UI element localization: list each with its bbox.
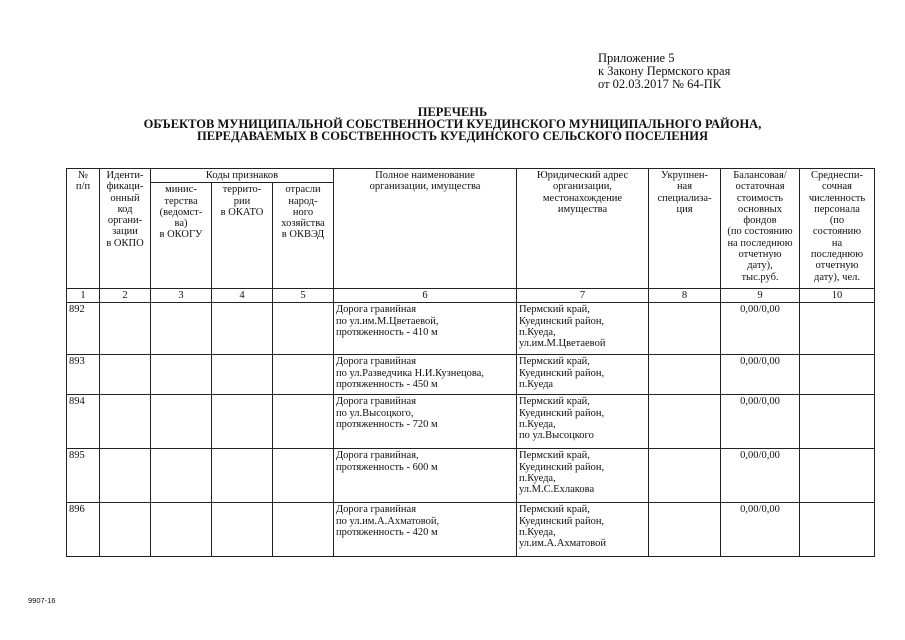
document-title <box>0 106 905 142</box>
okato-cell <box>212 449 273 503</box>
header-row <box>67 169 875 183</box>
staff-cell <box>800 355 875 395</box>
address-cell: Пермский край, Куединский район, п.Куеда, ул.им.А.Ахматовой <box>517 503 649 557</box>
title-line: ОБЪЕКТОВ МУНИЦИПАЛЬНОЙ СОБСТВЕННОСТИ КУЕДИНСКОГО МУНИЦИПАЛЬНОГО РАЙОНА, <box>143 117 762 131</box>
staff-cell <box>800 303 875 355</box>
column-number-cell: 5 <box>273 289 334 303</box>
value-cell: 0,00/0,00 <box>721 395 800 449</box>
column-number-cell: 2 <box>100 289 151 303</box>
appendix-line: от 02.03.2017 № 64-ПК <box>598 77 722 91</box>
appendix-note <box>598 52 730 91</box>
okved-cell <box>273 449 334 503</box>
row-number-cell: 893 <box>67 355 100 395</box>
column-number-cell: 8 <box>649 289 721 303</box>
title-line: ПЕРЕДАВАЕМЫХ В СОБСТВЕННОСТЬ КУЕДИНСКОГО СЕЛЬСКОГО ПОСЕЛЕНИЯ <box>196 129 709 143</box>
name-cell: Дорога гравийная по ул.Разведчика Н.И.Кузнецова, протяженность - 450 м <box>334 355 517 395</box>
okato-cell <box>212 355 273 395</box>
name-cell: Дорога гравийная по ул.им.А.Ахматовой, протяженность - 420 м <box>334 503 517 557</box>
column-number-cell: 3 <box>151 289 212 303</box>
name-cell: Дорога гравийная по ул.им.М.Цветаевой, протяженность - 410 м <box>334 303 517 355</box>
value-cell: 0,00/0,00 <box>721 449 800 503</box>
okpo-cell <box>100 355 151 395</box>
specialization-cell <box>649 395 721 449</box>
table-row <box>67 503 875 557</box>
staff-cell <box>800 395 875 449</box>
specialization-cell <box>649 303 721 355</box>
header-cell-okogu: минис- терства (ведомст- ва) в ОКОГУ <box>151 183 212 289</box>
okato-cell <box>212 395 273 449</box>
okogu-cell <box>151 303 212 355</box>
name-cell: Дорога гравийная, протяженность - 600 м <box>334 449 517 503</box>
header-cell-okato: террито- рии в ОКАТО <box>212 183 273 289</box>
appendix-line: к Закону Пермского края <box>598 64 731 78</box>
column-number-cell: 4 <box>212 289 273 303</box>
specialization-cell <box>649 503 721 557</box>
okato-cell <box>212 503 273 557</box>
header-cell-okved: отрасли народ- ного хозяйства в ОКВЭД <box>273 183 334 289</box>
column-number-cell: 7 <box>517 289 649 303</box>
column-number-cell: 10 <box>800 289 875 303</box>
document-code: 9907-16 <box>28 596 56 605</box>
okogu-cell <box>151 355 212 395</box>
okpo-cell <box>100 449 151 503</box>
table-row <box>67 355 875 395</box>
column-number-cell: 1 <box>67 289 100 303</box>
header-cell-value: Балансовая/ остаточная стоимость основных фондов (по состоянию на последнюю отчетную дату), тыс.руб. <box>721 169 800 289</box>
okpo-cell <box>100 395 151 449</box>
address-cell: Пермский край, Куединский район, п.Куеда, ул.им.М.Цветаевой <box>517 303 649 355</box>
okogu-cell <box>151 449 212 503</box>
okved-cell <box>273 355 334 395</box>
address-cell: Пермский край, Куединский район, п.Куеда, по ул.Высоцкого <box>517 395 649 449</box>
address-cell: Пермский край, Куединский район, п.Куеда <box>517 355 649 395</box>
address-cell: Пермский край, Куединский район, п.Куеда, ул.М.С.Ехлакова <box>517 449 649 503</box>
title-line: ПЕРЕЧЕНЬ <box>417 105 488 119</box>
row-number-cell: 895 <box>67 449 100 503</box>
specialization-cell <box>649 449 721 503</box>
okved-cell <box>273 395 334 449</box>
table-row <box>67 449 875 503</box>
header-cell-codes-group: Коды признаков <box>151 169 334 183</box>
staff-cell <box>800 449 875 503</box>
header-cell-specialization: Укрупнен- ная специализа- ция <box>649 169 721 289</box>
row-number-cell: 892 <box>67 303 100 355</box>
value-cell: 0,00/0,00 <box>721 303 800 355</box>
column-number-cell: 9 <box>721 289 800 303</box>
numbering-row <box>67 289 875 303</box>
header-cell-staff: Среднеспи- сочная численность персонала (по состоянию на последнюю отчетную дату), чел. <box>800 169 875 289</box>
value-cell: 0,00/0,00 <box>721 503 800 557</box>
table-row <box>67 303 875 355</box>
okved-cell <box>273 503 334 557</box>
header-cell-okpo: Иденти- фикаци- онный код органи- зации в ОКПО <box>100 169 151 289</box>
header-cell-address: Юридический адрес организации, местонахождение имущества <box>517 169 649 289</box>
row-number-cell: 894 <box>67 395 100 449</box>
table-row <box>67 395 875 449</box>
okato-cell <box>212 303 273 355</box>
name-cell: Дорога гравийная по ул.Высоцкого, протяженность - 720 м <box>334 395 517 449</box>
specialization-cell <box>649 355 721 395</box>
appendix-line: Приложение 5 <box>598 51 675 65</box>
okogu-cell <box>151 503 212 557</box>
row-number-cell: 896 <box>67 503 100 557</box>
header-cell-number: № п/п <box>67 169 100 289</box>
staff-cell <box>800 503 875 557</box>
value-cell: 0,00/0,00 <box>721 355 800 395</box>
header-cell-name: Полное наименование организации, имущества <box>334 169 517 289</box>
okpo-cell <box>100 503 151 557</box>
okpo-cell <box>100 303 151 355</box>
okved-cell <box>273 303 334 355</box>
okogu-cell <box>151 395 212 449</box>
property-table <box>66 168 875 557</box>
column-number-cell: 6 <box>334 289 517 303</box>
